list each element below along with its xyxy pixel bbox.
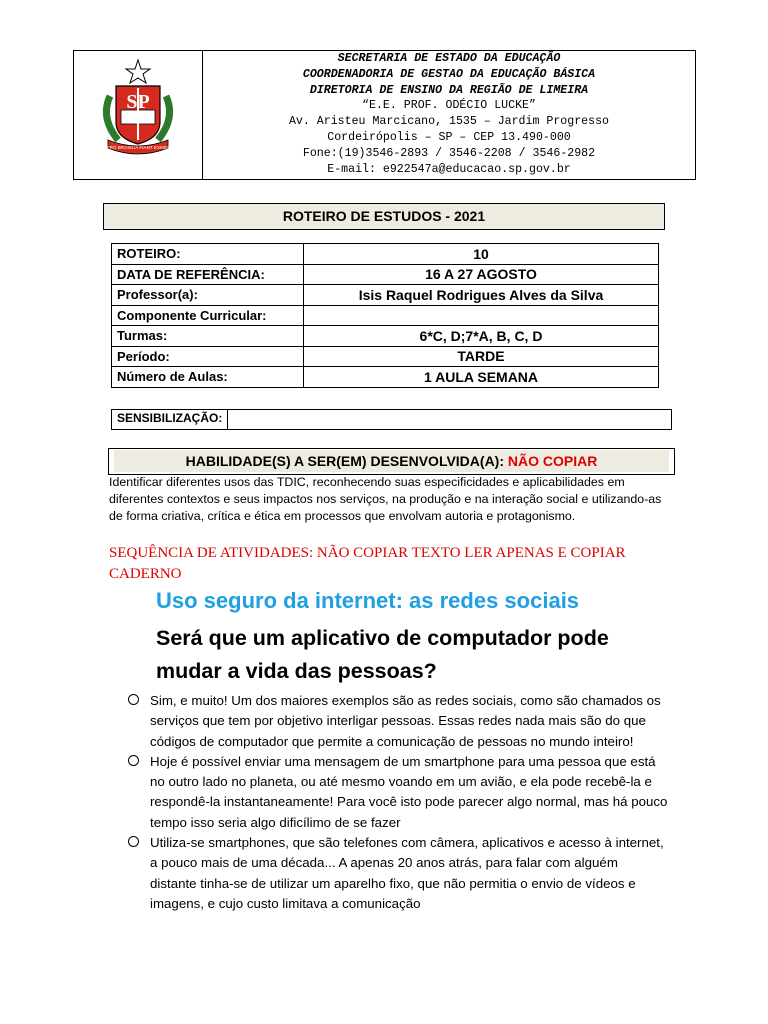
school-header — [205, 51, 693, 177]
header-phone: Fone:(19)3546-2893 / 3546-2208 / 3546-2982 — [302, 146, 596, 160]
row-value: 16 A 27 AGOSTO — [304, 264, 659, 285]
table-row — [112, 326, 659, 347]
bullet-circle-icon — [128, 836, 139, 847]
row-label: ROTEIRO: — [112, 244, 304, 265]
logo-motto: PRO BRASILIA FIANT EXIMIA — [106, 145, 170, 150]
sequencia-notice: SEQUÊNCIA DE ATIVIDADES: NÃO COPIAR TEXTO LER APENAS E COPIAR CADERNO — [109, 545, 626, 582]
row-label: Componente Curricular: — [112, 305, 304, 326]
header-line-2: COORDENADORIA DE GESTAO DA EDUCAÇÃO BÁSICA — [302, 67, 596, 81]
sensibilizacao-label: SENSIBILIZAÇÃO: — [117, 411, 223, 425]
table-row — [112, 244, 659, 265]
header-city: Cordeirópolis – SP – CEP 13.490-000 — [327, 130, 571, 144]
table-row — [112, 285, 659, 306]
row-value: 6*C, D;7*A, B, C, D — [304, 326, 659, 347]
header-line-1: SECRETARIA DE ESTADO DA EDUCAÇÃO — [337, 52, 561, 65]
content-bullets — [128, 691, 668, 914]
header-divider — [202, 50, 203, 180]
header-line-3: DIRETORIA DE ENSINO DA REGIÃO DE LIMEIRA — [309, 83, 589, 97]
table-row — [112, 367, 659, 388]
info-table — [111, 243, 659, 388]
row-value: 1 AULA SEMANA — [304, 367, 659, 388]
habilidade-label: HABILIDADE(S) A SER(EM) DESENVOLVIDA(A): — [185, 453, 508, 469]
table-row — [112, 305, 659, 326]
habilidade-heading — [114, 450, 669, 472]
table-row — [112, 264, 659, 285]
bullet-circle-icon — [128, 694, 139, 705]
list-item — [128, 752, 668, 833]
row-label: Período: — [112, 346, 304, 367]
row-value: TARDE — [304, 346, 659, 367]
content-subheading: Será que um aplicativo de computador pode mudar a vida das pessoas? — [156, 626, 609, 683]
header-email: E-mail: e922547a@educacao.sp.gov.br — [327, 162, 571, 176]
logo-sp-text: SP — [126, 91, 150, 113]
header-address: Av. Aristeu Marcicano, 1535 – Jardim Progresso — [288, 115, 610, 129]
row-label: Número de Aulas: — [112, 367, 304, 388]
habilidade-text: Identificar diferentes usos das TDIC, reconhecendo suas especificidades e aplicabilidades em diferentes contextos e seus impactos nos serviços, na produção e na interação social e utilizando-as de forma criativa, crítica e ética em processos que envolvam autoria e protagonismo. — [109, 475, 662, 523]
bullet-text: Utiliza-se smartphones, que são telefones com câmera, aplicativos e acesso à internet, a pouco mais de uma década... A apenas 20 anos atrás, para falar com alguém distante tinha-se de utilizar um aparelho fixo, que não permitia o envio de vídeos e imagens, e cujo custo limitava a comunicação — [150, 835, 664, 911]
table-row — [112, 346, 659, 367]
bullet-circle-icon — [128, 755, 139, 766]
sp-coat-of-arms-icon — [88, 56, 188, 156]
row-value — [304, 305, 659, 326]
list-item — [128, 691, 668, 752]
list-item — [128, 833, 668, 914]
row-label: DATA DE REFERÊNCIA: — [112, 264, 304, 285]
row-value: 10 — [304, 244, 659, 265]
habilidade-warning: NÃO COPIAR — [507, 453, 598, 469]
bullet-text: Sim, e muito! Um dos maiores exemplos são as redes sociais, como são chamados os serviços que tem por objetivo interligar pessoas. Essas redes nada mais são do que códigos de computador que permite a comunicação de pessoas no mundo inteiro! — [150, 693, 661, 749]
header-school-name: “E.E. PROF. ODÉCIO LUCKE” — [362, 99, 536, 113]
sensibilizacao-divider — [227, 409, 228, 430]
page-title: ROTEIRO DE ESTUDOS - 2021 — [103, 203, 665, 230]
bullet-text: Hoje é possível enviar uma mensagem de um smartphone para uma pessoa que está no outro lado no planeta, ou até mesmo voando em um avião, e ela pode recebê-la e respondê-la instantaneamente! Para você isto pode parecer algo normal, mas há pouco tempo isso seria algo dificílimo de se fazer — [150, 753, 668, 830]
row-label: Turmas: — [112, 326, 304, 347]
row-label: Professor(a): — [112, 285, 304, 306]
row-value: Isis Raquel Rodrigues Alves da Silva — [304, 285, 659, 306]
content-heading: Uso seguro da internet: as redes sociais — [156, 588, 580, 613]
